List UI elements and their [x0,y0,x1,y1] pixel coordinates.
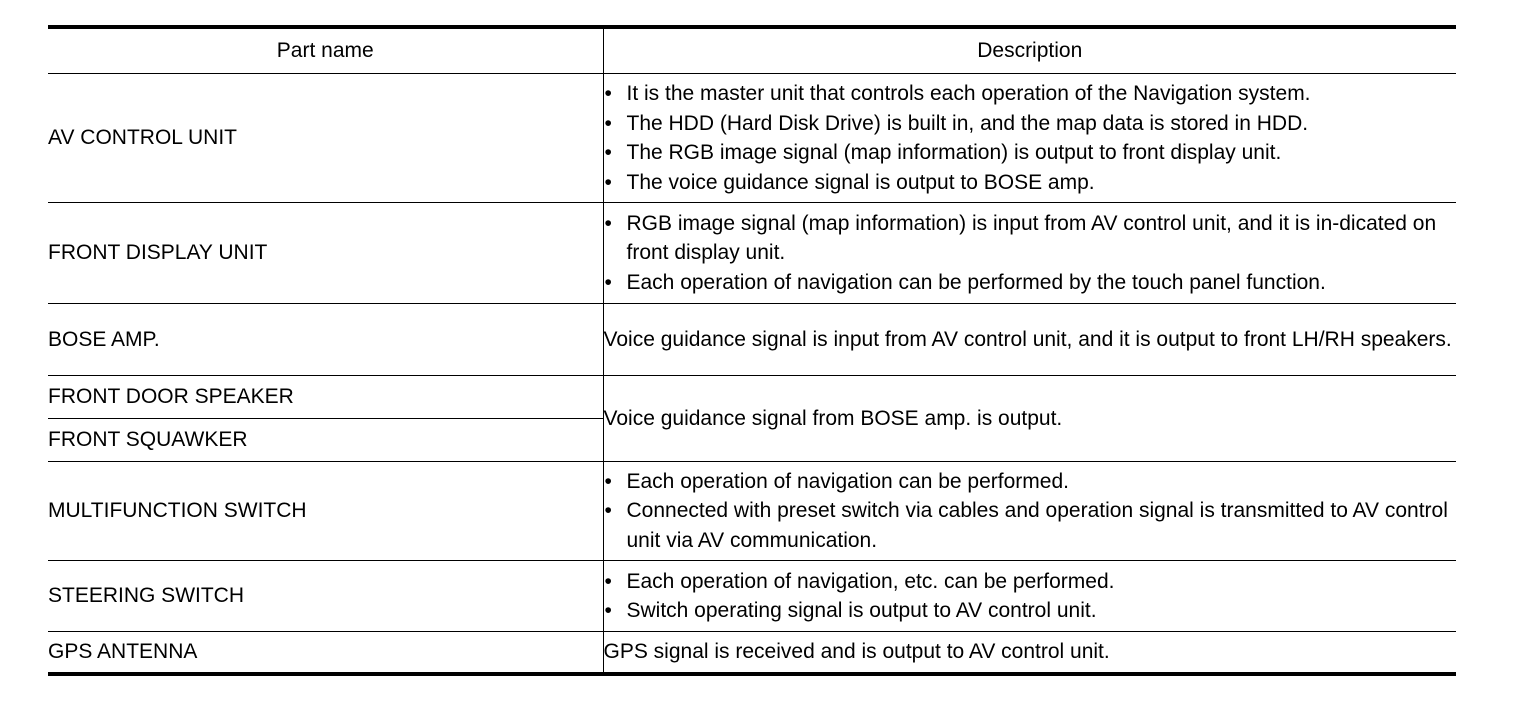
description-cell: Voice guidance signal from BOSE amp. is output. [603,376,1456,462]
description-cell [603,561,1456,632]
part-name-cell: GPS ANTENNA [48,632,603,675]
description-bullet: • The RGB image signal (map information) is output to front display unit. [604,138,1457,168]
table-row [48,462,1456,561]
part-name-cell: BOSE AMP. [48,304,603,376]
part-name-cell: FRONT DOOR SPEAKER [48,376,603,419]
description-bullet-list [604,209,1457,298]
description-bullet-list [604,567,1457,626]
description-bullet: • It is the master unit that controls each operation of the Navigation system. [604,79,1457,109]
description-bullet: • Each operation of navigation can be performed. [604,467,1457,497]
table-row [48,304,1456,376]
description-bullet: • RGB image signal (map information) is input from AV control unit, and it is in-dicated on front display unit. [604,209,1457,268]
description-cell: Voice guidance signal is input from AV control unit, and it is output to front LH/RH speakers. [603,304,1456,376]
part-name-cell: STEERING SWITCH [48,561,603,632]
table-row [48,203,1456,304]
description-cell [603,74,1456,203]
part-name-cell: AV CONTROL UNIT [48,74,603,203]
description-bullet: • Each operation of navigation, etc. can be performed. [604,567,1457,597]
description-cell [603,462,1456,561]
header-description: Description [603,27,1456,74]
table-header-row [48,27,1456,74]
parts-description-table [48,25,1456,676]
description-cell: GPS signal is received and is output to AV control unit. [603,632,1456,675]
description-bullet-list [604,467,1457,556]
description-bullet: • The HDD (Hard Disk Drive) is built in, and the map data is stored in HDD. [604,109,1457,139]
table-row [48,632,1456,675]
description-cell [603,203,1456,304]
description-bullet-list [604,79,1457,197]
description-bullet: • The voice guidance signal is output to BOSE amp. [604,168,1457,198]
description-bullet: • Switch operating signal is output to AV control unit. [604,596,1457,626]
table-row [48,376,1456,419]
table-row [48,74,1456,203]
header-part-name: Part name [48,27,603,74]
description-bullet: • Each operation of navigation can be performed by the touch panel function. [604,268,1457,298]
part-name-cell: MULTIFUNCTION SWITCH [48,462,603,561]
part-name-cell: FRONT DISPLAY UNIT [48,203,603,304]
description-bullet: • Connected with preset switch via cables and operation signal is transmitted to AV control unit via AV communication. [604,496,1457,555]
table-row [48,561,1456,632]
part-name-cell: FRONT SQUAWKER [48,419,603,462]
